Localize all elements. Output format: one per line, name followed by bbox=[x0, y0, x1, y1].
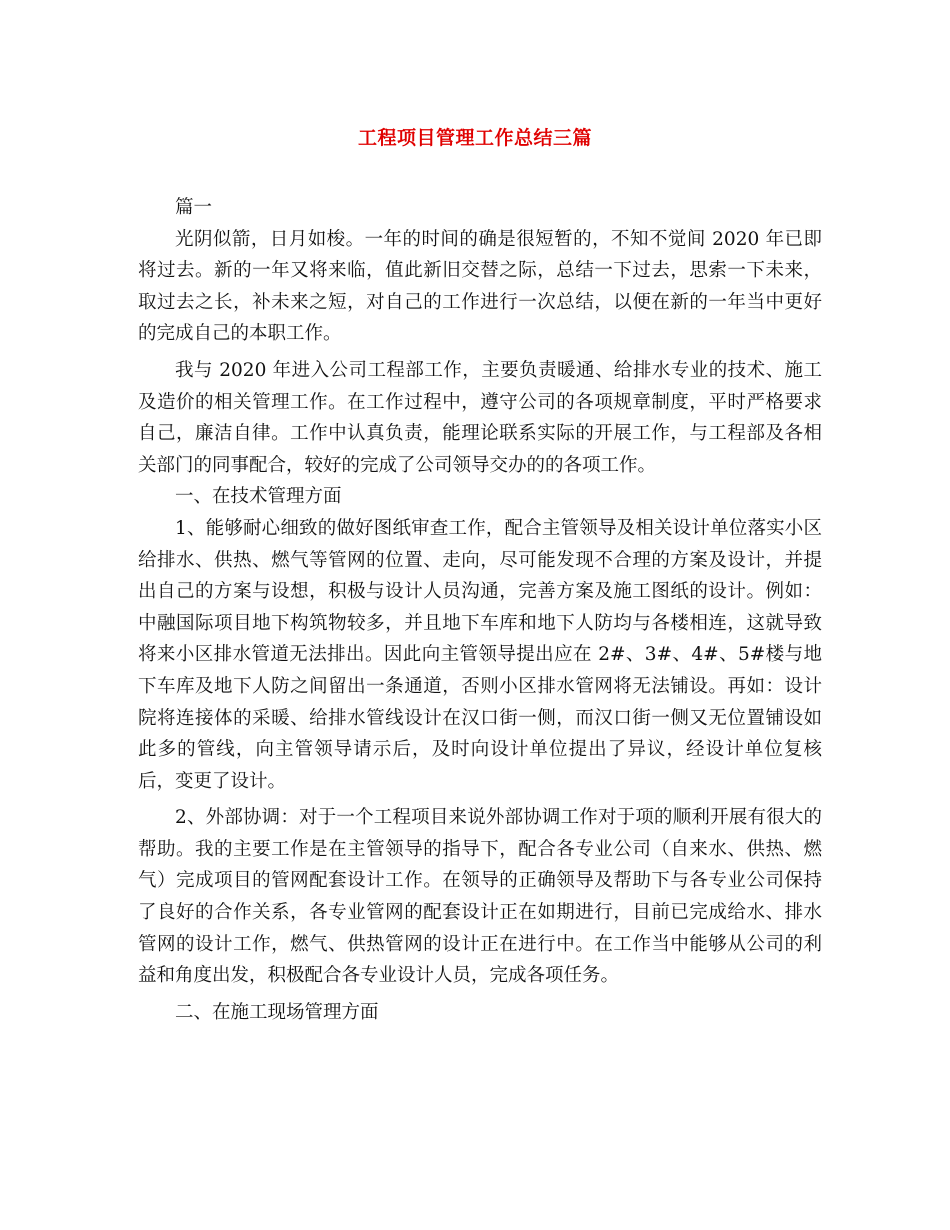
section-heading-part-one: 篇一 bbox=[175, 197, 213, 218]
paragraph-drawing-review: 1、能够耐心细致的做好图纸审查工作，配合主管领导及相关设计单位落实小区给排水、供热、燃气等管网的位置、走向，尽可能发现不合理的方案及设计，并提出自己的方案与设想，积极与设计人员沟通，完善方案及施工图纸的设计。例如：中融国际项目地下构筑物较多，并且地下车库和地下人防均与各楼相连，这就导致将来小区排水管道无法排出。因此向主管领导提出应在 2#、3#、4#、5#楼与地下车库及地下人防之间留出一条通道，否则小区排水管网将无法铺设。再如：设计院将连接体的采暖、给排水管线设计在汉口街一侧，而汉口街一侧又无位置铺设如此多的管线，向主管领导请示后，及时向设计单位提出了异议，经设计单位复核后，变更了设计。 bbox=[138, 517, 822, 792]
paragraph-external-coordination: 2、外部协调：对于一个工程项目来说外部协调工作对于项的顺利开展有很大的帮助。我的主要工作是在主管领导的指导下，配合各专业公司（自来水、供热、燃气）完成项目的管网配套设计工作。在领导的正确领导及帮助下与各专业公司保持了良好的合作关系，各专业管网的配套设计正在如期进行，目前已完成给水、排水管网的设计工作，燃气、供热管网的设计正在进行中。在工作当中能够从公司的利益和角度出发，积极配合各专业设计人员，完成各项任务。 bbox=[138, 807, 822, 987]
document-title: 工程项目管理工作总结三篇 bbox=[357, 127, 592, 149]
document-body bbox=[138, 192, 822, 1028]
section-heading-technical-management: 一、在技术管理方面 bbox=[175, 486, 342, 508]
section-heading-site-management: 二、在施工现场管理方面 bbox=[175, 1001, 379, 1023]
paragraph-responsibilities: 我与 2020 年进入公司工程部工作，主要负责暖通、给排水专业的技术、施工及造价的相关管理工作。在工作过程中，遵守公司的各项规章制度，平时严格要求自己，廉洁自律。工作中认真负责，能理论联系实际的开展工作，与工程部及各相关部门的同事配合，较好的完成了公司领导交办的的各项工作。 bbox=[138, 359, 822, 476]
paragraph-intro: 光阴似箭，日月如梭。一年的时间的确是很短暂的，不知不觉间 2020 年已即将过去。新的一年又将来临，值此新旧交替之际，总结一下过去，思索一下未来，取过去之长，补未来之短，对自己的工作进行一次总结，以便在新的一年当中更好的完成自己的本职工作。 bbox=[138, 228, 822, 345]
